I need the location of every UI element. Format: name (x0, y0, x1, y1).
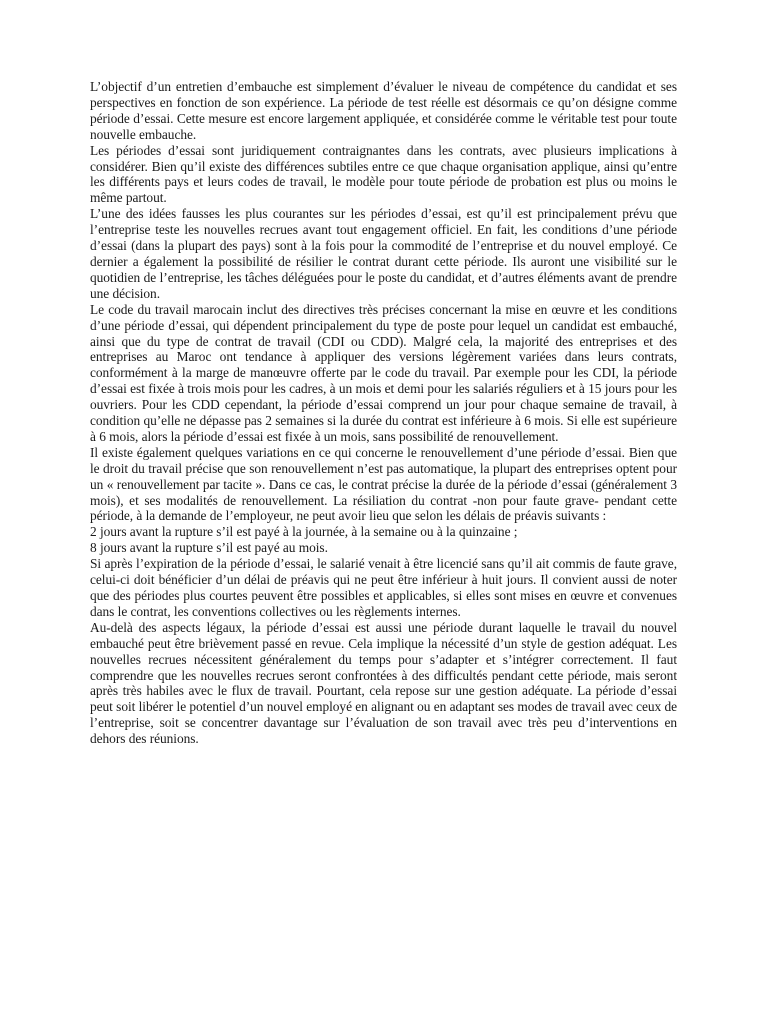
paragraph-after-expiration: Si après l’expiration de la période d’essai, le salarié venait à être licencié sans qu’il ait commis de faute grave, celui-ci doit bénéficier d’un délai de préavis qui ne peut être inférieur à huit jours. Il convient aussi de noter que des périodes plus courtes peuvent être possibles et applicables, si elles sont mises en œuvre et convenues dans le contrat, les conventions collectives ou les règlements internes. (90, 556, 677, 619)
paragraph-management: Au-delà des aspects légaux, la période d’essai est aussi une période durant laquelle le travail du nouvel embauché peut être brièvement passé en revue. Cela implique la nécessité d’un style de gestion adéquat. Les nouvelles recrues nécessitent généralement du temps pour s’adapter et s’intégrer correctement. Il faut comprendre que les nouvelles recrues seront confrontées à des difficultés pendant cette période, mais seront après très habiles avec le flux de travail. Pourtant, cela repose sur une gestion adéquate. La période d’essai peut soit libérer le potentiel d’un nouvel employé en alignant ou en adaptant ses modes de travail avec ceux de l’entreprise, soit se concentrer davantage sur l’évaluation de son travail avec très peu d’interventions en dehors des réunions. (90, 619, 677, 747)
paragraph-intro: L’objectif d’un entretien d’embauche est simplement d’évaluer le niveau de compétence du candidat et ses perspectives en fonction de son expérience. La période de test réelle est désormais ce qu’on désigne comme période d’essai. Cette mesure est encore largement appliquée, et considérée comme le véritable test pour toute nouvelle embauche. (90, 79, 677, 142)
document-body (90, 79, 677, 747)
notice-item-monthly: 8 jours avant la rupture s’il est payé au mois. (90, 540, 328, 556)
paragraph-moroccan-code: Le code du travail marocain inclut des directives très précises concernant la mise en œuvre et les conditions d’une période d’essai, qui dépendent principalement du type de poste pour lequel un candidat est embauché, ainsi que du type de contrat de travail (CDI ou CDD). Malgré cela, la majorité des entreprises et des entreprises au Maroc ont tendance à appliquer des versions légèrement variées dans leurs contrats, conformément à la marge de manœuvre offerte par le code du travail. Par exemple pour les CDI, la période d’essai est fixée à trois mois pour les cadres, à un mois et demi pour les salariés réguliers et à 15 jours pour les ouvriers. Pour les CDD cependant, la période d’essai comprend un jour pour chaque semaine de travail, à condition qu’elle ne dépasse pas 2 semaines si la durée du contrat est inférieure à 6 mois. Si elle est supérieure à 6 mois, alors la période d’essai est fixée à un mois, sans possibilité de renouvellement. (90, 301, 677, 444)
paragraph-renewal: Il existe également quelques variations en ce qui concerne le renouvellement d’une période d’essai. Bien que le droit du travail précise que son renouvellement n’est pas automatique, la plupart des entreprises optent pour un « renouvellement par tacite ». Dans ce cas, le contrat précise la durée de la période d’essai (généralement 3 mois), et ses modalités de renouvellement. La résiliation du contrat -non pour faute grave- pendant cette période, à la demande de l’employeur, ne peut avoir lieu que selon les délais de préavis suivants : (90, 444, 677, 524)
paragraph-binding-contracts: Les périodes d’essai sont juridiquement contraignantes dans les contrats, avec plusieurs implications à considérer. Bien qu’il existe des différences subtiles entre ce que chaque organisation applique, ainsi qu’entre les différents pays et leurs codes de travail, le modèle pour toute période de probation est plus ou moins le même partout. (90, 142, 677, 206)
notice-item-daily: 2 jours avant la rupture s’il est payé à la journée, à la semaine ou à la quinzaine ; (90, 524, 518, 540)
paragraph-misconceptions: L’une des idées fausses les plus courantes sur les périodes d’essai, est qu’il est principalement prévu que l’entreprise teste les nouvelles recrues avant tout engagement officiel. En fait, les conditions d’une période d’essai (dans la plupart des pays) sont à la fois pour la commodité de l’entreprise et du nouvel employé. Ce dernier a également la possibilité de résilier le contrat durant cette période. Ils auront une visibilité sur le quotidien de l’entreprise, les tâches déléguées pour le poste du candidat, et d’autres éléments avant de prendre une décision. (90, 206, 677, 301)
